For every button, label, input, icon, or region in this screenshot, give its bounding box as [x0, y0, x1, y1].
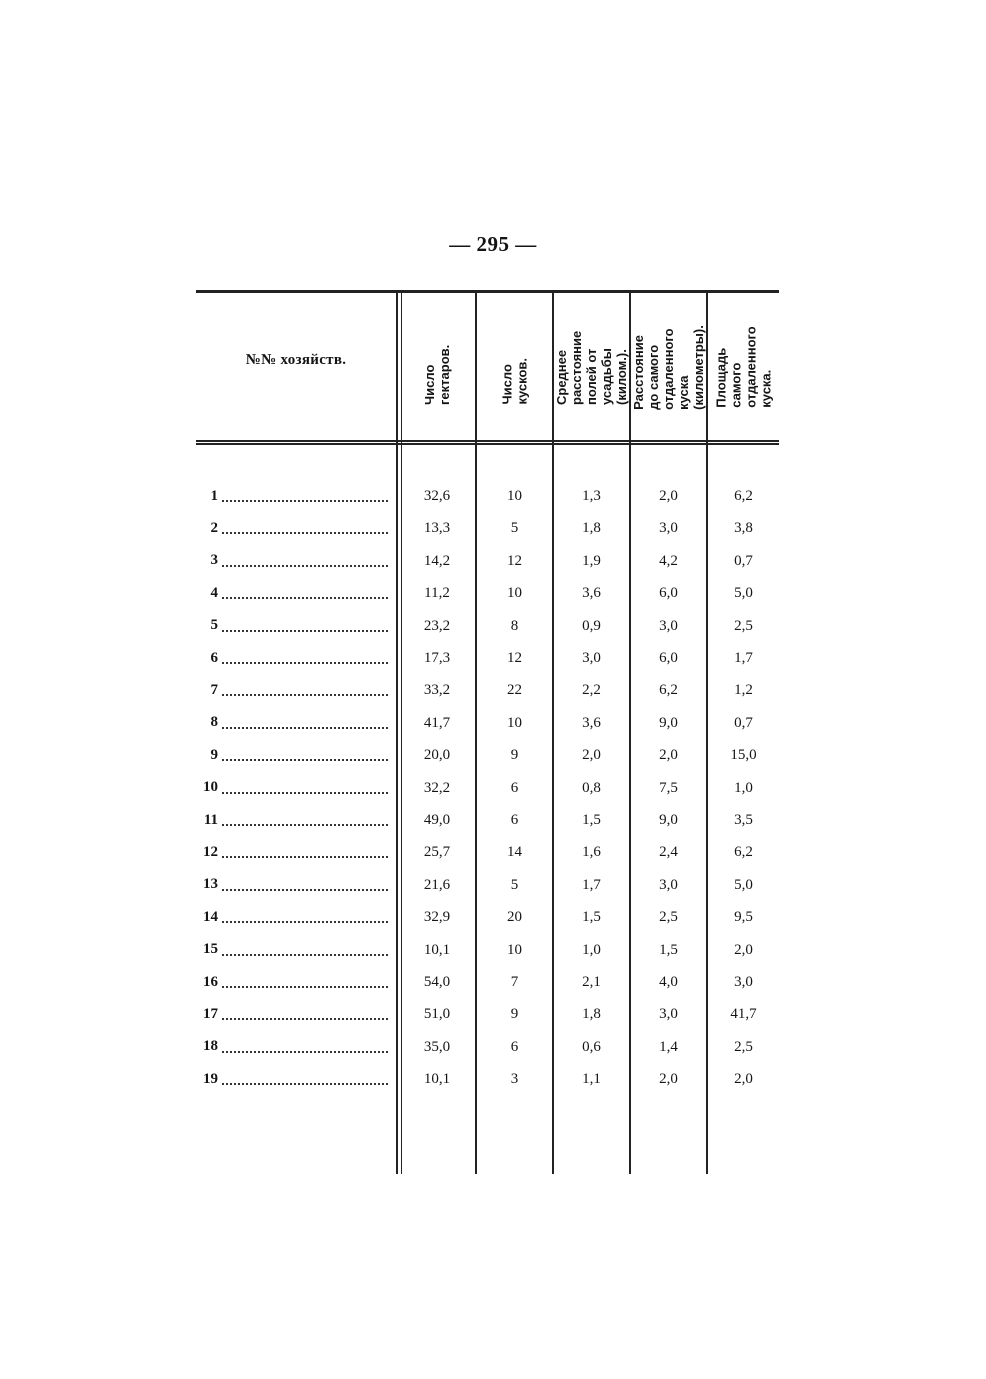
table-cell: 54,0: [423, 974, 451, 990]
table-cell: 22: [507, 682, 522, 699]
table-cell: 23,2: [423, 617, 451, 634]
table-cell: 9,0: [659, 812, 678, 828]
table-cell: 49,0: [423, 812, 451, 828]
table-cell: 10: [507, 585, 522, 602]
farm-number: 7: [210, 681, 218, 698]
table-cell: 5,0: [734, 585, 753, 602]
table-cell: 6,0: [659, 585, 678, 602]
table-cell: 0,8: [582, 779, 601, 796]
table-cell: 25,7: [423, 844, 451, 861]
table-row: [196, 741, 779, 769]
table-cell: 1,8: [582, 1006, 601, 1023]
table-cell: 2,0: [582, 747, 601, 764]
table-row: [196, 806, 779, 834]
row-label: [196, 741, 392, 769]
row-label: [196, 547, 392, 575]
table-cell: 6: [510, 812, 519, 828]
table-cell: 3,0: [659, 520, 678, 537]
farm-number: 14: [203, 908, 218, 925]
table-cell: 2,2: [582, 682, 601, 699]
table-cell: 2,5: [734, 1038, 753, 1055]
leader-dots: [222, 652, 388, 664]
table-cell: 3: [510, 1071, 519, 1088]
table-cell: 12: [507, 650, 522, 666]
leader-dots: [222, 1008, 388, 1020]
table-cell: 6,2: [659, 682, 678, 699]
table-cell: 41,7: [423, 714, 451, 731]
table-cell: 14,2: [423, 552, 451, 569]
table-cell: 15,0: [730, 747, 757, 764]
table-row: [196, 547, 779, 575]
table-row: [196, 612, 779, 640]
farm-number: 6: [210, 649, 218, 666]
table-cell: 1,5: [659, 941, 678, 958]
table-cell: 1,7: [582, 876, 601, 893]
farm-number: 18: [203, 1038, 218, 1055]
table-cell: 2,1: [582, 974, 601, 990]
leader-dots: [222, 976, 388, 988]
table-row: [196, 871, 779, 899]
farm-number: 11: [203, 811, 218, 828]
table-cell: 1,2: [734, 682, 753, 699]
row-label: [196, 903, 392, 931]
table-cell: 2,4: [659, 844, 678, 861]
column-header-farm-number: №№ хозяйств.: [245, 352, 347, 368]
table-cell: 12: [507, 552, 522, 569]
farm-number: 17: [203, 1005, 218, 1022]
farm-number: 1: [210, 487, 218, 504]
table-cell: 2,0: [659, 747, 678, 764]
table-cell: 10: [507, 488, 522, 504]
farm-number: 2: [210, 519, 218, 536]
row-label: [196, 709, 392, 737]
farm-number: 3: [210, 552, 218, 569]
leader-dots: [222, 684, 388, 696]
table-cell: 20: [507, 909, 522, 926]
table-cell: 3,0: [582, 650, 601, 666]
leader-dots: [222, 555, 388, 567]
table-row: [196, 1065, 779, 1093]
table-cell: 1,5: [582, 812, 601, 828]
row-label: [196, 774, 392, 802]
table-cell: 41,7: [730, 1006, 757, 1023]
table-cell: 11,2: [424, 585, 450, 602]
column-header-hectares: Число гектаров.: [422, 344, 452, 405]
table-cell: 32,9: [423, 909, 451, 926]
table-cell: 6,2: [734, 488, 753, 504]
leader-dots: [222, 814, 388, 826]
row-label: [196, 1000, 392, 1028]
table-cell: 2,5: [734, 617, 753, 634]
table-cell: 10: [507, 941, 522, 958]
table-row: [196, 579, 779, 607]
table-cell: 21,6: [423, 876, 451, 893]
table-row: [196, 514, 779, 542]
table-cell: 2,0: [734, 1071, 753, 1088]
leader-dots: [222, 490, 388, 502]
row-label: [196, 676, 392, 704]
row-label: [196, 579, 392, 607]
row-label: [196, 806, 392, 834]
farm-number: 10: [203, 779, 218, 796]
table-cell: 1,5: [582, 909, 601, 926]
row-label: [196, 1065, 392, 1093]
farm-number: 12: [203, 843, 218, 860]
table-cell: 6,2: [734, 844, 753, 861]
table-cell: 8: [510, 617, 519, 634]
table-cell: 5: [510, 876, 519, 893]
table-cell: 6: [510, 1038, 519, 1055]
column-header-farthest-area: Площадь самого отдаленного куска.: [713, 326, 774, 408]
table-row: [196, 1033, 779, 1061]
table-cell: 1,4: [659, 1038, 678, 1055]
table-cell: 4,2: [659, 552, 678, 569]
table-cell: 2,0: [734, 941, 753, 958]
table-cell: 1,9: [582, 552, 601, 569]
table-row: [196, 709, 779, 737]
table-cell: 2,0: [659, 1071, 678, 1088]
table-cell: 1,7: [734, 650, 753, 666]
table-cell: 2,0: [659, 488, 678, 504]
row-label: [196, 936, 392, 964]
table-cell: 20,0: [423, 747, 451, 764]
table-cell: 3,0: [734, 974, 753, 990]
table-header-rule: [196, 440, 779, 445]
farm-number: 9: [210, 746, 218, 763]
table-cell: 0,7: [734, 552, 753, 569]
table-cell: 3,5: [734, 812, 753, 828]
table-row: [196, 838, 779, 866]
table-row: [196, 644, 779, 672]
page-number: — 295 —: [449, 232, 537, 256]
farm-number: 8: [210, 714, 218, 731]
table-cell: 1,0: [734, 779, 753, 796]
table-cell: 4,0: [659, 974, 678, 990]
table-row: [196, 482, 779, 510]
leader-dots: [222, 587, 388, 599]
row-label: [196, 871, 392, 899]
table-cell: 9,0: [659, 714, 678, 731]
farm-number: 19: [203, 1070, 218, 1087]
leader-dots: [222, 944, 388, 956]
leader-dots: [222, 717, 388, 729]
leader-dots: [222, 911, 388, 923]
table-cell: 1,0: [582, 941, 601, 958]
column-header-plots: Число кусков.: [499, 357, 530, 405]
table-cell: 1,8: [582, 520, 601, 537]
leader-dots: [222, 846, 388, 858]
table-top-rule: [196, 290, 779, 293]
table-cell: 1,1: [582, 1071, 601, 1088]
table-cell: 1,6: [582, 844, 601, 861]
farm-number: 16: [203, 973, 218, 990]
table-cell: 7: [510, 974, 519, 990]
leader-dots: [222, 1041, 388, 1053]
row-label: [196, 612, 392, 640]
table-cell: 10: [507, 714, 522, 731]
table-cell: 0,7: [734, 714, 753, 731]
table-cell: 3,6: [582, 585, 601, 602]
table-cell: 9: [510, 747, 519, 764]
table-row: [196, 903, 779, 931]
data-table: [196, 284, 779, 1174]
table-cell: 6,0: [659, 650, 678, 666]
column-header-avg-distance: Среднее расстояние полей от усадьбы (килом.).: [554, 330, 629, 405]
row-label: [196, 514, 392, 542]
table-cell: 13,3: [423, 520, 451, 537]
row-label: [196, 838, 392, 866]
row-label: [196, 968, 392, 996]
leader-dots: [222, 782, 388, 794]
leader-dots: [222, 749, 388, 761]
table-cell: 32,2: [423, 779, 451, 796]
table-cell: 2,5: [659, 909, 678, 926]
table-cell: 32,6: [423, 488, 451, 504]
table-cell: 9,5: [734, 909, 753, 926]
table-cell: 10,1: [423, 1071, 451, 1088]
column-header-farthest-distance: Расстояние до самого отдаленного куска (километры).: [631, 324, 706, 410]
table-cell: 5: [510, 520, 519, 537]
table-cell: 14: [507, 844, 522, 861]
farm-number: 4: [210, 584, 218, 601]
farm-number: 5: [210, 617, 218, 634]
table-row: [196, 676, 779, 704]
table-cell: 3,8: [734, 520, 753, 537]
row-label: [196, 1033, 392, 1061]
table-cell: 5,0: [734, 876, 753, 893]
table-cell: 35,0: [423, 1038, 451, 1055]
table-cell: 3,0: [659, 1006, 678, 1023]
table-cell: 7,5: [659, 779, 678, 796]
table-row: [196, 1000, 779, 1028]
row-label: [196, 644, 392, 672]
table-cell: 33,2: [423, 682, 451, 699]
table-cell: 3,0: [659, 617, 678, 634]
table-cell: 3,6: [582, 714, 601, 731]
row-label: [196, 482, 392, 510]
leader-dots: [222, 879, 388, 891]
leader-dots: [222, 620, 388, 632]
table-cell: 10,1: [423, 941, 451, 958]
table-row: [196, 936, 779, 964]
table-cell: 6: [510, 779, 519, 796]
table-cell: 0,9: [582, 617, 601, 634]
table-cell: 9: [510, 1006, 519, 1023]
table-cell: 1,3: [582, 488, 601, 504]
table-cell: 17,3: [423, 650, 451, 666]
leader-dots: [222, 1073, 388, 1085]
farm-number: 15: [203, 941, 218, 958]
table-row: [196, 968, 779, 996]
farm-number: 13: [203, 876, 218, 893]
leader-dots: [222, 522, 388, 534]
table-row: [196, 774, 779, 802]
table-cell: 51,0: [423, 1006, 451, 1023]
table-cell: 3,0: [659, 876, 678, 893]
table-cell: 0,6: [582, 1038, 601, 1055]
